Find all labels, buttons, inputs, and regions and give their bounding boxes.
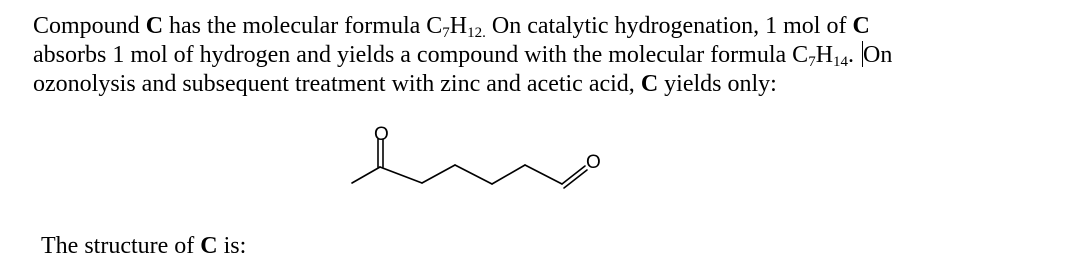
bond-methyl [352,167,380,183]
bond-chain-3 [455,165,492,184]
compound-letter: C [852,13,870,39]
intro-text-3: On catalytic hydrogenation, 1 mol of [485,13,853,39]
formula-hydrogen: H [449,13,468,39]
bond-chain-4 [492,165,525,184]
formula-carbon-count: 7 [442,25,450,41]
answer-prompt [41,232,246,261]
bond-chain-5 [525,165,562,184]
formula2-carbon: C [792,42,809,68]
formula-carbon: C [426,13,443,39]
intro-text: Compound [33,13,146,39]
prompt-text: The structure of [41,233,201,259]
line3-text: ozonolysis and subsequent treatment with zinc and acetic acid, [33,71,641,97]
compound-letter: C [145,13,164,39]
atom-ketone-oxygen: O [374,124,389,145]
line2-text: absorbs 1 mol of hydrogen and yields a compound with the molecular formula [33,42,793,68]
line2-end: . [848,42,861,68]
bond-chain-2 [422,165,455,183]
question-text [33,12,1078,99]
formula2-carbon-count: 7 [808,54,816,70]
atom-aldehyde-oxygen: O [586,152,601,173]
compound-letter: C [640,71,659,97]
formula-hydrogen-count: 12. [467,25,486,41]
line2-on: On [863,42,893,68]
prompt-letter: C [200,233,218,259]
formula2-hydrogen-count: 14 [833,54,849,70]
line3-end: yields only: [658,71,777,97]
prompt-end: is: [217,233,247,259]
formula2-hydrogen: H [815,42,834,68]
bond-chain-1 [380,167,422,183]
intro-text-2: has the molecular formula [163,13,427,39]
ozonolysis-product-structure [340,124,620,195]
